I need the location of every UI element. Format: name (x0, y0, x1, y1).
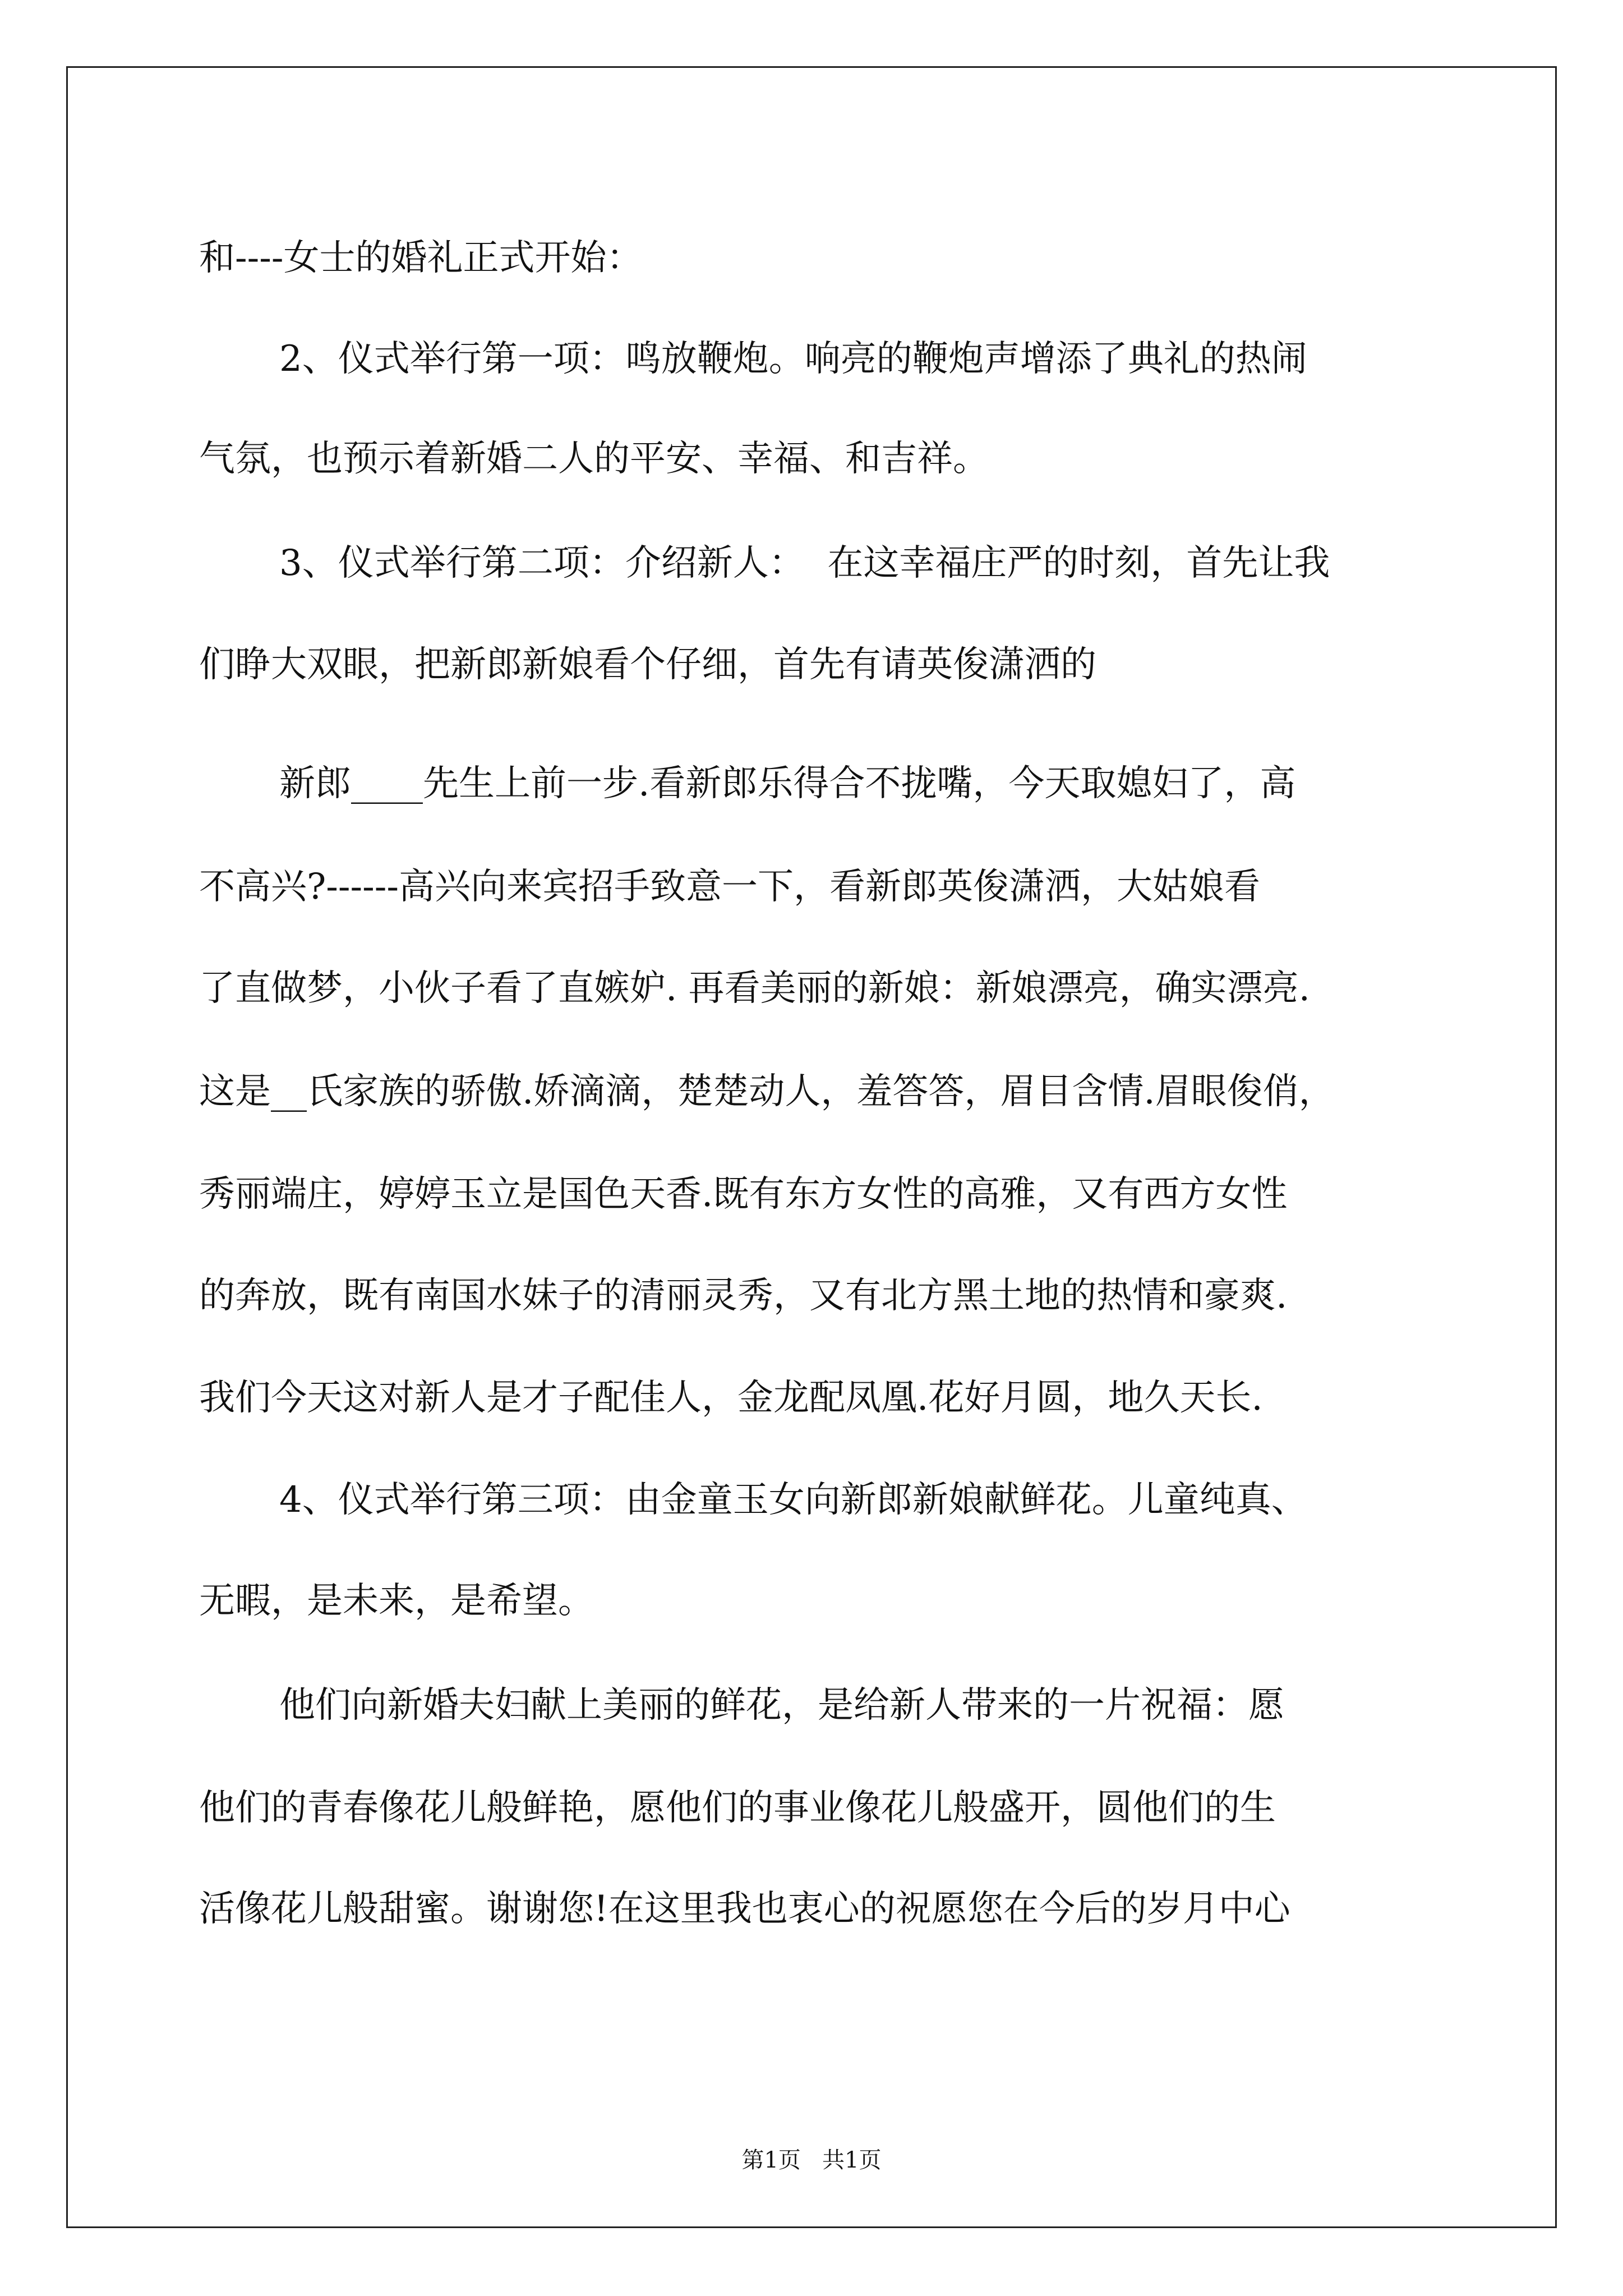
text-line-2: 2、仪式举行第一项：鸣放鞭炮。响亮的鞭炮声增添了典礼的热闹 (279, 338, 1307, 380)
text-line-11: 的奔放，既有南国水妹子的清丽灵秀，又有北方黑土地的热情和豪爽. (199, 1275, 1288, 1317)
text-line-4: 3、仪式举行第二项：介绍新人： 在这幸福庄严的时刻，首先让我 (279, 542, 1330, 584)
text-line-13: 4、仪式举行第三项：由金童玉女向新郎新娘献鲜花。儿童纯真、 (279, 1479, 1307, 1521)
page-footer: 第1页 共1页 (741, 2147, 882, 2173)
text-line-5: 们睁大双眼，把新郎新娘看个仔细，首先有请英俊潇洒的 (199, 644, 1096, 685)
text-line-14: 无暇，是未来，是希望。 (199, 1580, 594, 1622)
text-line-12: 我们今天这对新人是才子配佳人，金龙配凤凰.花好月圆，地久天长. (199, 1377, 1263, 1419)
text-line-16: 他们的青春像花儿般鲜艳，愿他们的事业像花儿般盛开，圆他们的生 (199, 1787, 1276, 1829)
text-line-6: 新郎____先生上前一步.看新郎乐得合不拢嘴，今天取媳妇了，高 (279, 763, 1296, 804)
text-line-8: 了直做梦，小伙子看了直嫉妒. 再看美丽的新娘：新娘漂亮，确实漂亮. (199, 968, 1311, 1009)
text-line-7: 不高兴?------高兴向来宾招手致意一下，看新郎英俊潇洒，大姑娘看 (199, 866, 1261, 908)
text-line-10: 秀丽端庄，婷婷玉立是国色天香.既有东方女性的高雅，又有西方女性 (199, 1174, 1288, 1215)
text-line-15: 他们向新婚夫妇献上美丽的鲜花，是给新人带来的一片祝福：愿 (279, 1685, 1284, 1726)
text-line-3: 气氛，也预示着新婚二人的平安、幸福、和吉祥。 (199, 438, 989, 480)
text-line-17: 活像花儿般甜蜜。谢谢您!在这里我也衷心的祝愿您在今后的岁月中心 (199, 1888, 1290, 1930)
text-line-1: 和----女士的婚礼正式开始： (199, 237, 643, 279)
text-line-9: 这是__氏家族的骄傲.娇滴滴，楚楚动人，羞答答，眉目含情.眉眼俊俏， (199, 1071, 1335, 1112)
